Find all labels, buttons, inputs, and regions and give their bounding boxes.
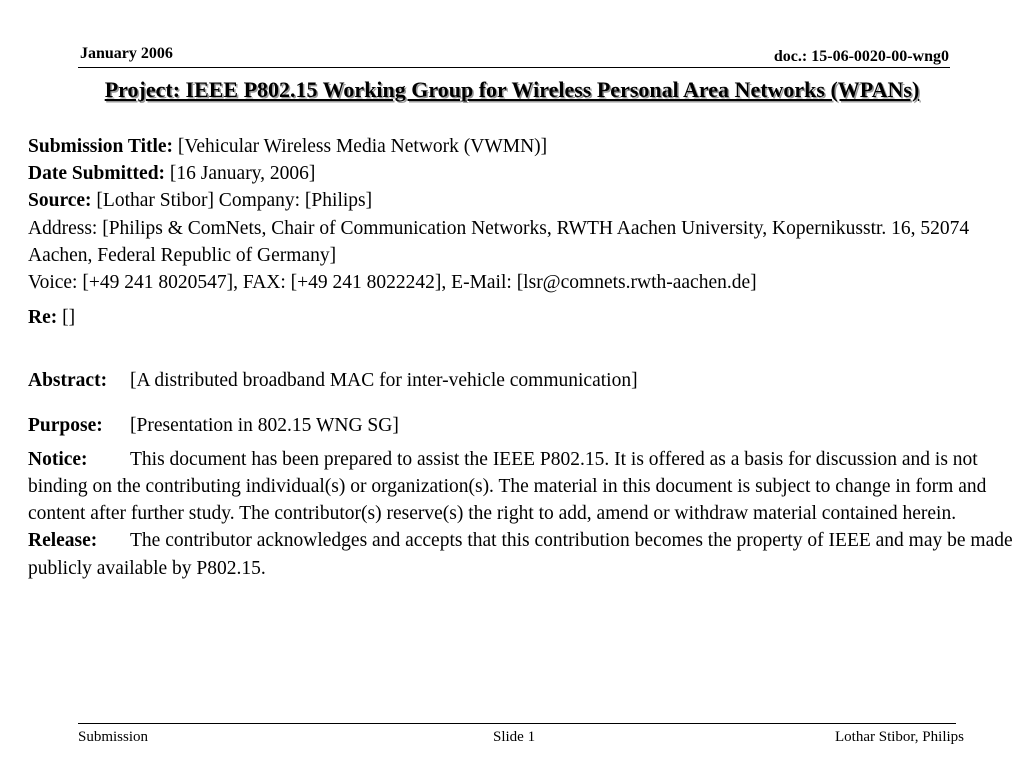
address-line: Address: [Philips & ComNets, Chair of Communication Networks, RWTH Aachen University, Kopernikusstr. 16, 52074 Aachen, Federal Republic of Germany] — [28, 217, 970, 266]
source-value: [Lothar Stibor] Company: [Philips] — [91, 190, 373, 212]
date-submitted-value: [16 January, 2006] — [165, 163, 316, 185]
header-date: January 2006 — [80, 45, 173, 62]
footer-author: Lothar Stibor, Philips — [835, 729, 964, 745]
abstract-line — [28, 367, 1018, 394]
release-value: The contributor acknowledges and accepts that this contribution becomes the property of IEEE and may be made publicly available by P802.15. — [28, 530, 1013, 579]
submission-title-value: [Vehicular Wireless Media Network (VWMN)] — [173, 136, 548, 157]
source-label: Source: — [28, 190, 92, 212]
notice-paragraph — [28, 446, 1018, 528]
submission-title-line — [28, 133, 1018, 160]
re-label: Re: — [28, 307, 58, 329]
re-line — [28, 304, 1018, 331]
source-line — [28, 187, 1018, 214]
page-title: Project: IEEE P802.15 Working Group for Wireless Personal Area Networks (WPANs) — [104, 77, 920, 102]
document-body — [28, 133, 1018, 582]
purpose-label: Purpose: — [28, 414, 103, 436]
date-submitted-label: Date Submitted: — [28, 163, 166, 185]
re-value: [] — [57, 307, 76, 329]
header-doc-id: doc.: 15-06-0020-00-wng0 — [773, 48, 949, 65]
abstract-value: [A distributed broadband MAC for inter-vehicle communication] — [130, 370, 638, 392]
submission-title-label: Submission Title: — [28, 136, 174, 157]
notice-label: Notice: — [28, 448, 88, 470]
release-paragraph — [28, 527, 1018, 581]
purpose-value: [Presentation in 802.15 WNG SG] — [130, 414, 399, 436]
purpose-line — [28, 412, 1018, 439]
release-label: Release: — [28, 530, 98, 552]
header-divider — [78, 67, 950, 68]
footer-divider — [78, 723, 956, 724]
footer-submission: Submission — [78, 729, 149, 745]
voice-line: Voice: [+49 241 8020547], FAX: [+49 241 8022242], E-Mail: [lsr@comnets.rwth-aachen.de] — [28, 272, 757, 294]
footer-slide-number: Slide 1 — [493, 729, 536, 745]
notice-value: This document has been prepared to assist the IEEE P802.15. It is offered as a basis for discussion and is not binding on the contributing individual(s) or organization(s). The material in this document is subject to change in form and content after further study. The contributor(s) reserve(s) the right to add, amend or withdraw material contained herein. — [28, 448, 987, 525]
abstract-label: Abstract: — [28, 370, 108, 392]
date-submitted-line — [28, 160, 1018, 187]
